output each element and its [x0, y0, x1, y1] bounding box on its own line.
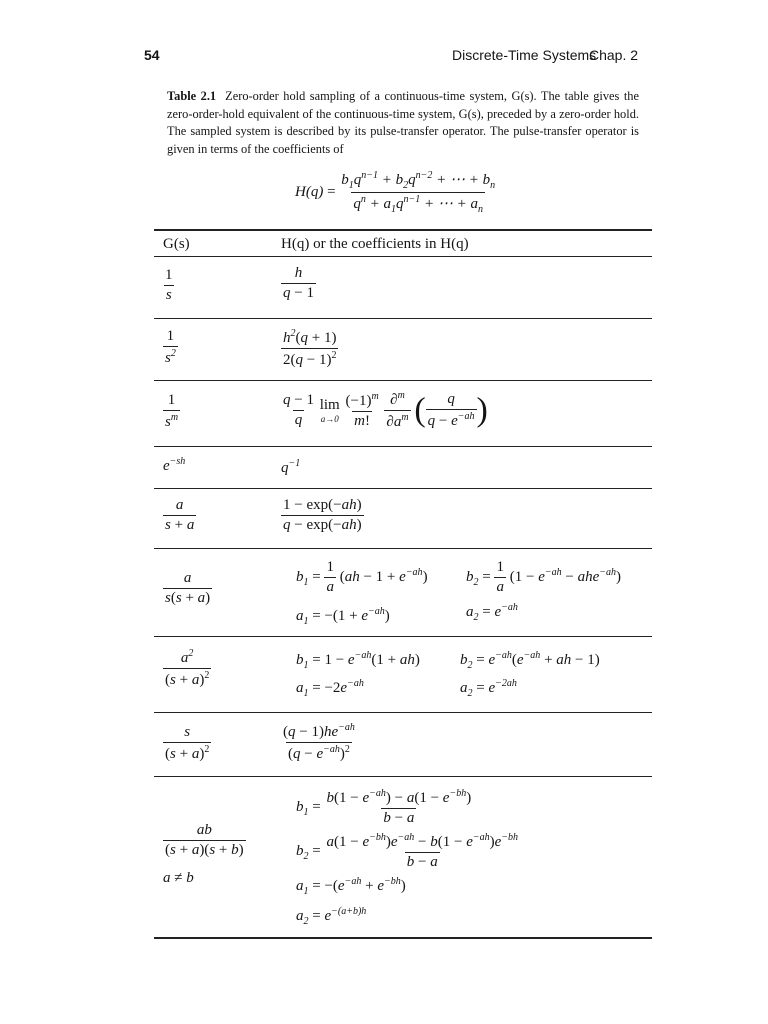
row1-gs: $\frac{1}{s}$	[165, 267, 173, 303]
row-rule-7	[154, 712, 652, 713]
col-header-hq: H(q) or the coefficients in H(q)	[281, 236, 469, 252]
row7-gs: $\frac{a^2}{(s + a)^2}$	[165, 648, 210, 688]
row7-a1: $a_1 = -2e^{-ah}$	[296, 678, 364, 699]
row8-hq: $\frac{(q - 1)he^{-ah}}{(q - e^{-ah})^2}$	[283, 722, 355, 762]
row-rule-4	[154, 488, 652, 489]
row9-a1: $a_1 = -(e^{-ah} + e^{-bh})$	[296, 876, 406, 897]
running-title: Discrete-Time Systems	[452, 47, 597, 63]
row1-hq: $\frac{h}{q - 1}$	[283, 265, 314, 301]
table-caption	[167, 88, 639, 158]
row6-a1: $a_1 = -(1 + e^{-ah})$	[296, 606, 390, 627]
row6-gs: $\frac{a}{s(s + a)}$	[165, 570, 211, 606]
row7-b2: $b_2 = e^{-ah}(e^{-ah}$ + ah − 1)	[460, 650, 600, 671]
row-rule-2	[154, 380, 652, 381]
col-header-gs: G(s)	[163, 236, 190, 252]
row9-gs: $\frac{ab}{(s + a)(s + b)}$	[165, 822, 244, 858]
chapter-label: Chap. 2	[589, 47, 639, 63]
header-rule	[154, 256, 652, 257]
row-rule-8	[154, 776, 652, 777]
row9-a2: $a_2 = e^{-(a+b)h}$	[296, 906, 367, 927]
table-top-rule	[154, 229, 652, 231]
row5-hq: $\frac{1 - \exp(-ah)}{q - \exp(-ah)}$	[283, 497, 362, 533]
row3-gs: $\frac{1}{s^m}$	[165, 392, 179, 430]
row-rule-3	[154, 446, 652, 447]
general-hq-formula: H(q) = $\frac{b_1q^{n-1} + b_2q^{n-2} + \cdots + b_n}{q^n + a_1q^{n-1} + \cdots + a_n}$	[295, 170, 496, 215]
row-rule-5	[154, 548, 652, 549]
row9-b2: $b_2$ = $\frac{a(1 - e^{-bh})e^{-ah} - b(1 - e^{-ah})e^{-bh}}{b - a}$	[296, 832, 519, 870]
row2-hq: $\frac{h^2(q + 1)}{2(q - 1)^2}$	[283, 328, 337, 368]
row8-gs: $\frac{s}{(s + a)^2}$	[165, 724, 210, 762]
row9-condition: a ≠ b	[163, 870, 194, 886]
row3-hq: $\frac{q - 1}{q}$ lim a→0 $\frac{(-1)^m}{m!}$ $\frac{\partial^m}{\partial a^m}$ ( $\frac{q}{q - e^{-ah}}$ )	[283, 390, 488, 430]
row6-b2: $b_2$ = $\frac{1}{a}$ $(1 - e^{-ah} - ahe^{-ah})$	[466, 559, 621, 595]
row9-b1: $b_1$ = $\frac{b(1 - e^{-ah}) - a(1 - e^{-bh})}{b - a}$	[296, 788, 472, 826]
table-label: Table 2.1	[167, 89, 217, 103]
row6-a2: $a_2 = e^{-ah}$	[466, 602, 518, 623]
row2-gs: $\frac{1}{s^2}$	[165, 328, 176, 366]
row7-a2: $a_2 = e^{-2ah}$	[460, 678, 517, 699]
row-rule-1	[154, 318, 652, 319]
page-number: 54	[144, 47, 160, 63]
row7-b1: $b_1 = 1 - e^{-ah}(1 + ah)$	[296, 650, 420, 671]
caption-text: Zero-order hold sampling of a continuous-time system, G(s). The table gives the zero-order-hold equivalent of the continuous-time system, G(s), preceded by a zero-order hold. The sampled system is described by its pulse-transfer operator. The pulse-transfer operator is given in terms of the coefficients of	[167, 89, 639, 156]
row4-gs: $e^{-sh}$	[163, 456, 186, 474]
row6-b1: $b_1$ = $\frac{1}{a}$ $(ah - 1 + e^{-ah})$	[296, 559, 428, 595]
row4-hq: $q^{-1}$	[281, 458, 301, 476]
row5-gs: $\frac{a}{s + a}$	[165, 497, 195, 533]
table-bottom-rule	[154, 937, 652, 939]
row-rule-6	[154, 636, 652, 637]
